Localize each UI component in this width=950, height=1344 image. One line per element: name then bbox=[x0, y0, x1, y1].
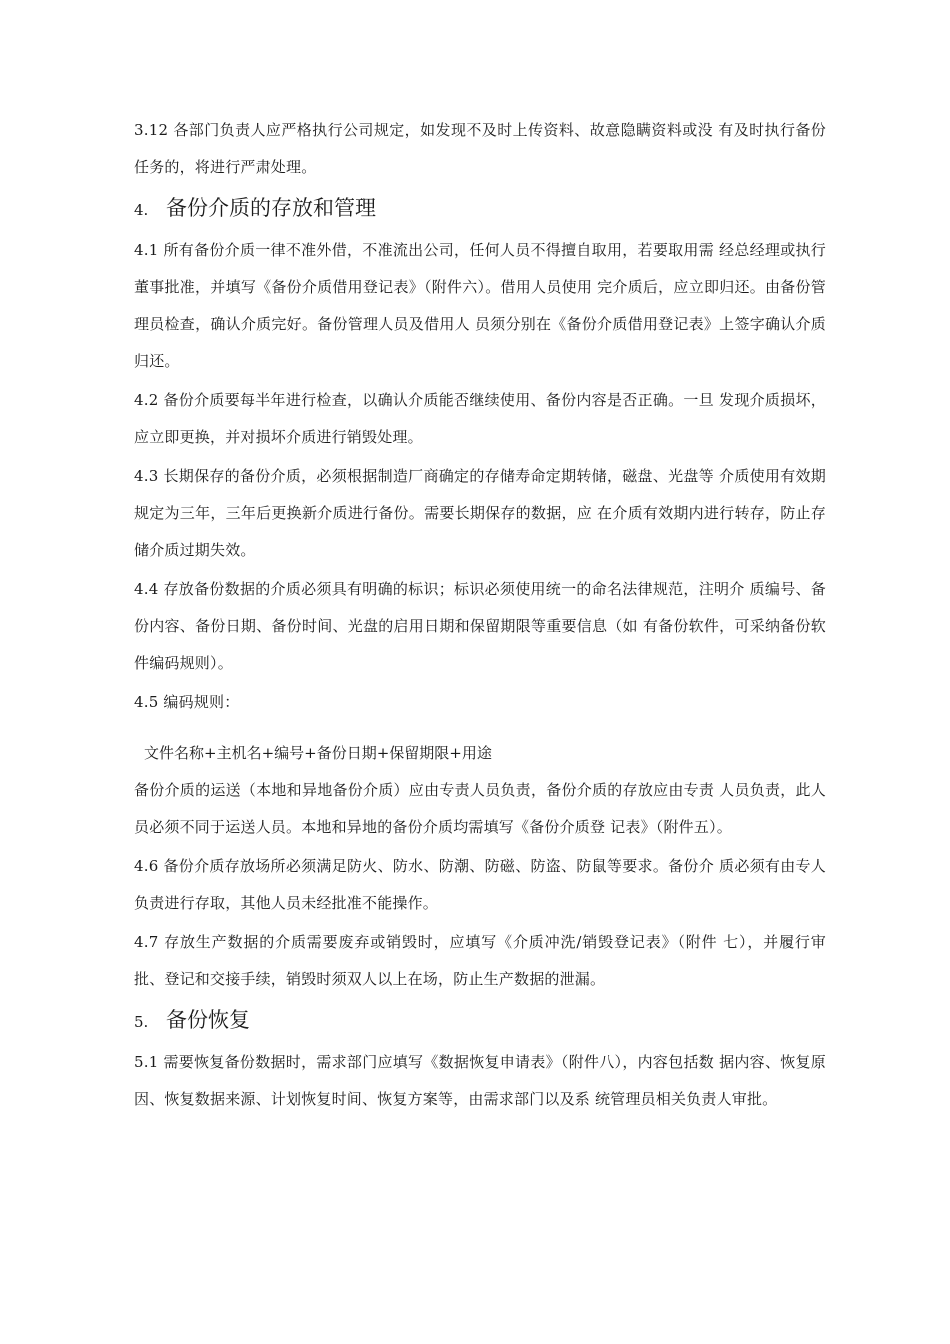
paragraph-4-6: 4.6 备份介质存放场所必须满足防火、防水、防潮、防磁、防盗、防鼠等要求。备份介 质必须有由专人负责进行存取，其他人员未经批准不能操作。 bbox=[134, 857, 826, 912]
section-title: 备份恢复 bbox=[166, 1008, 250, 1032]
paragraph-4-7: 4.7 存放生产数据的介质需要废弃或销毁时，应填写《介质冲洗/销毁登记表》（附件 七），并履行审批、登记和交接手续，销毁时须双人以上在场，防止生产数据的泄漏。 bbox=[134, 933, 826, 988]
paragraph-3-12: 3.12 各部门负责人应严格执行公司规定，如发现不及时上传资料、故意隐瞒资料或没 有及时执行备份任务的，将进行严肃处理。 bbox=[134, 121, 826, 176]
section-number: 4. bbox=[134, 201, 149, 219]
section-heading-5 bbox=[134, 1000, 826, 1042]
paragraph-4-1: 4.1 所有备份介质一律不准外借，不准流出公司，任何人员不得擅自取用，若要取用需 经总经理或执行董事批准，并填写《备份介质借用登记表》（附件六）。借用人员使用 完介质后，应立即归还。由备份管理员检查，确认介质完好。备份管理人员及借用人 员须分别在《备份介质借用登记表》上签字确认介质归还。 bbox=[134, 241, 826, 370]
paragraph-transport: 备份介质的运送（本地和异地备份介质）应由专责人员负责，备份介质的存放应由专责 人员负责，此人员必须不同于运送人员。本地和异地的备份介质均需填写《备份介质登 记表》（附件五）。 bbox=[134, 781, 826, 836]
section-number: 5. bbox=[134, 1013, 149, 1031]
section-title: 备份介质的存放和管理 bbox=[166, 196, 376, 220]
encoding-rule-formula: 文件名称+主机名+编号+备份日期+保留期限+用途 bbox=[144, 744, 492, 762]
paragraph-4-5: 4.5 编码规则： bbox=[134, 693, 240, 711]
section-heading-4 bbox=[134, 188, 826, 230]
paragraph-5-1: 5.1 需要恢复备份数据时，需求部门应填写《数据恢复申请表》（附件八），内容包括数 据内容、恢复原因、恢复数据来源、计划恢复时间、恢复方案等，由需求部门以及系 统管理员相关负责人审批。 bbox=[134, 1053, 826, 1108]
paragraph-4-3: 4.3 长期保存的备份介质，必须根据制造厂商确定的存储寿命定期转储，磁盘、光盘等 介质使用有效期规定为三年，三年后更换新介质进行备份。需要长期保存的数据，应 在介质有效期内进行转存，防止存储介质过期失效。 bbox=[134, 467, 826, 559]
paragraph-4-2: 4.2 备份介质要每半年进行检查，以确认介质能否继续使用、备份内容是否正确。一旦 发现介质损坏，应立即更换，并对损坏介质进行销毁处理。 bbox=[134, 391, 826, 446]
paragraph-4-4: 4.4 存放备份数据的介质必须具有明确的标识；标识必须使用统一的命名法律规范，注明介 质编号、备份内容、备份日期、备份时间、光盘的启用日期和保留期限等重要信息（如 有备份软件，可采纳备份软件编码规则）。 bbox=[134, 580, 826, 672]
